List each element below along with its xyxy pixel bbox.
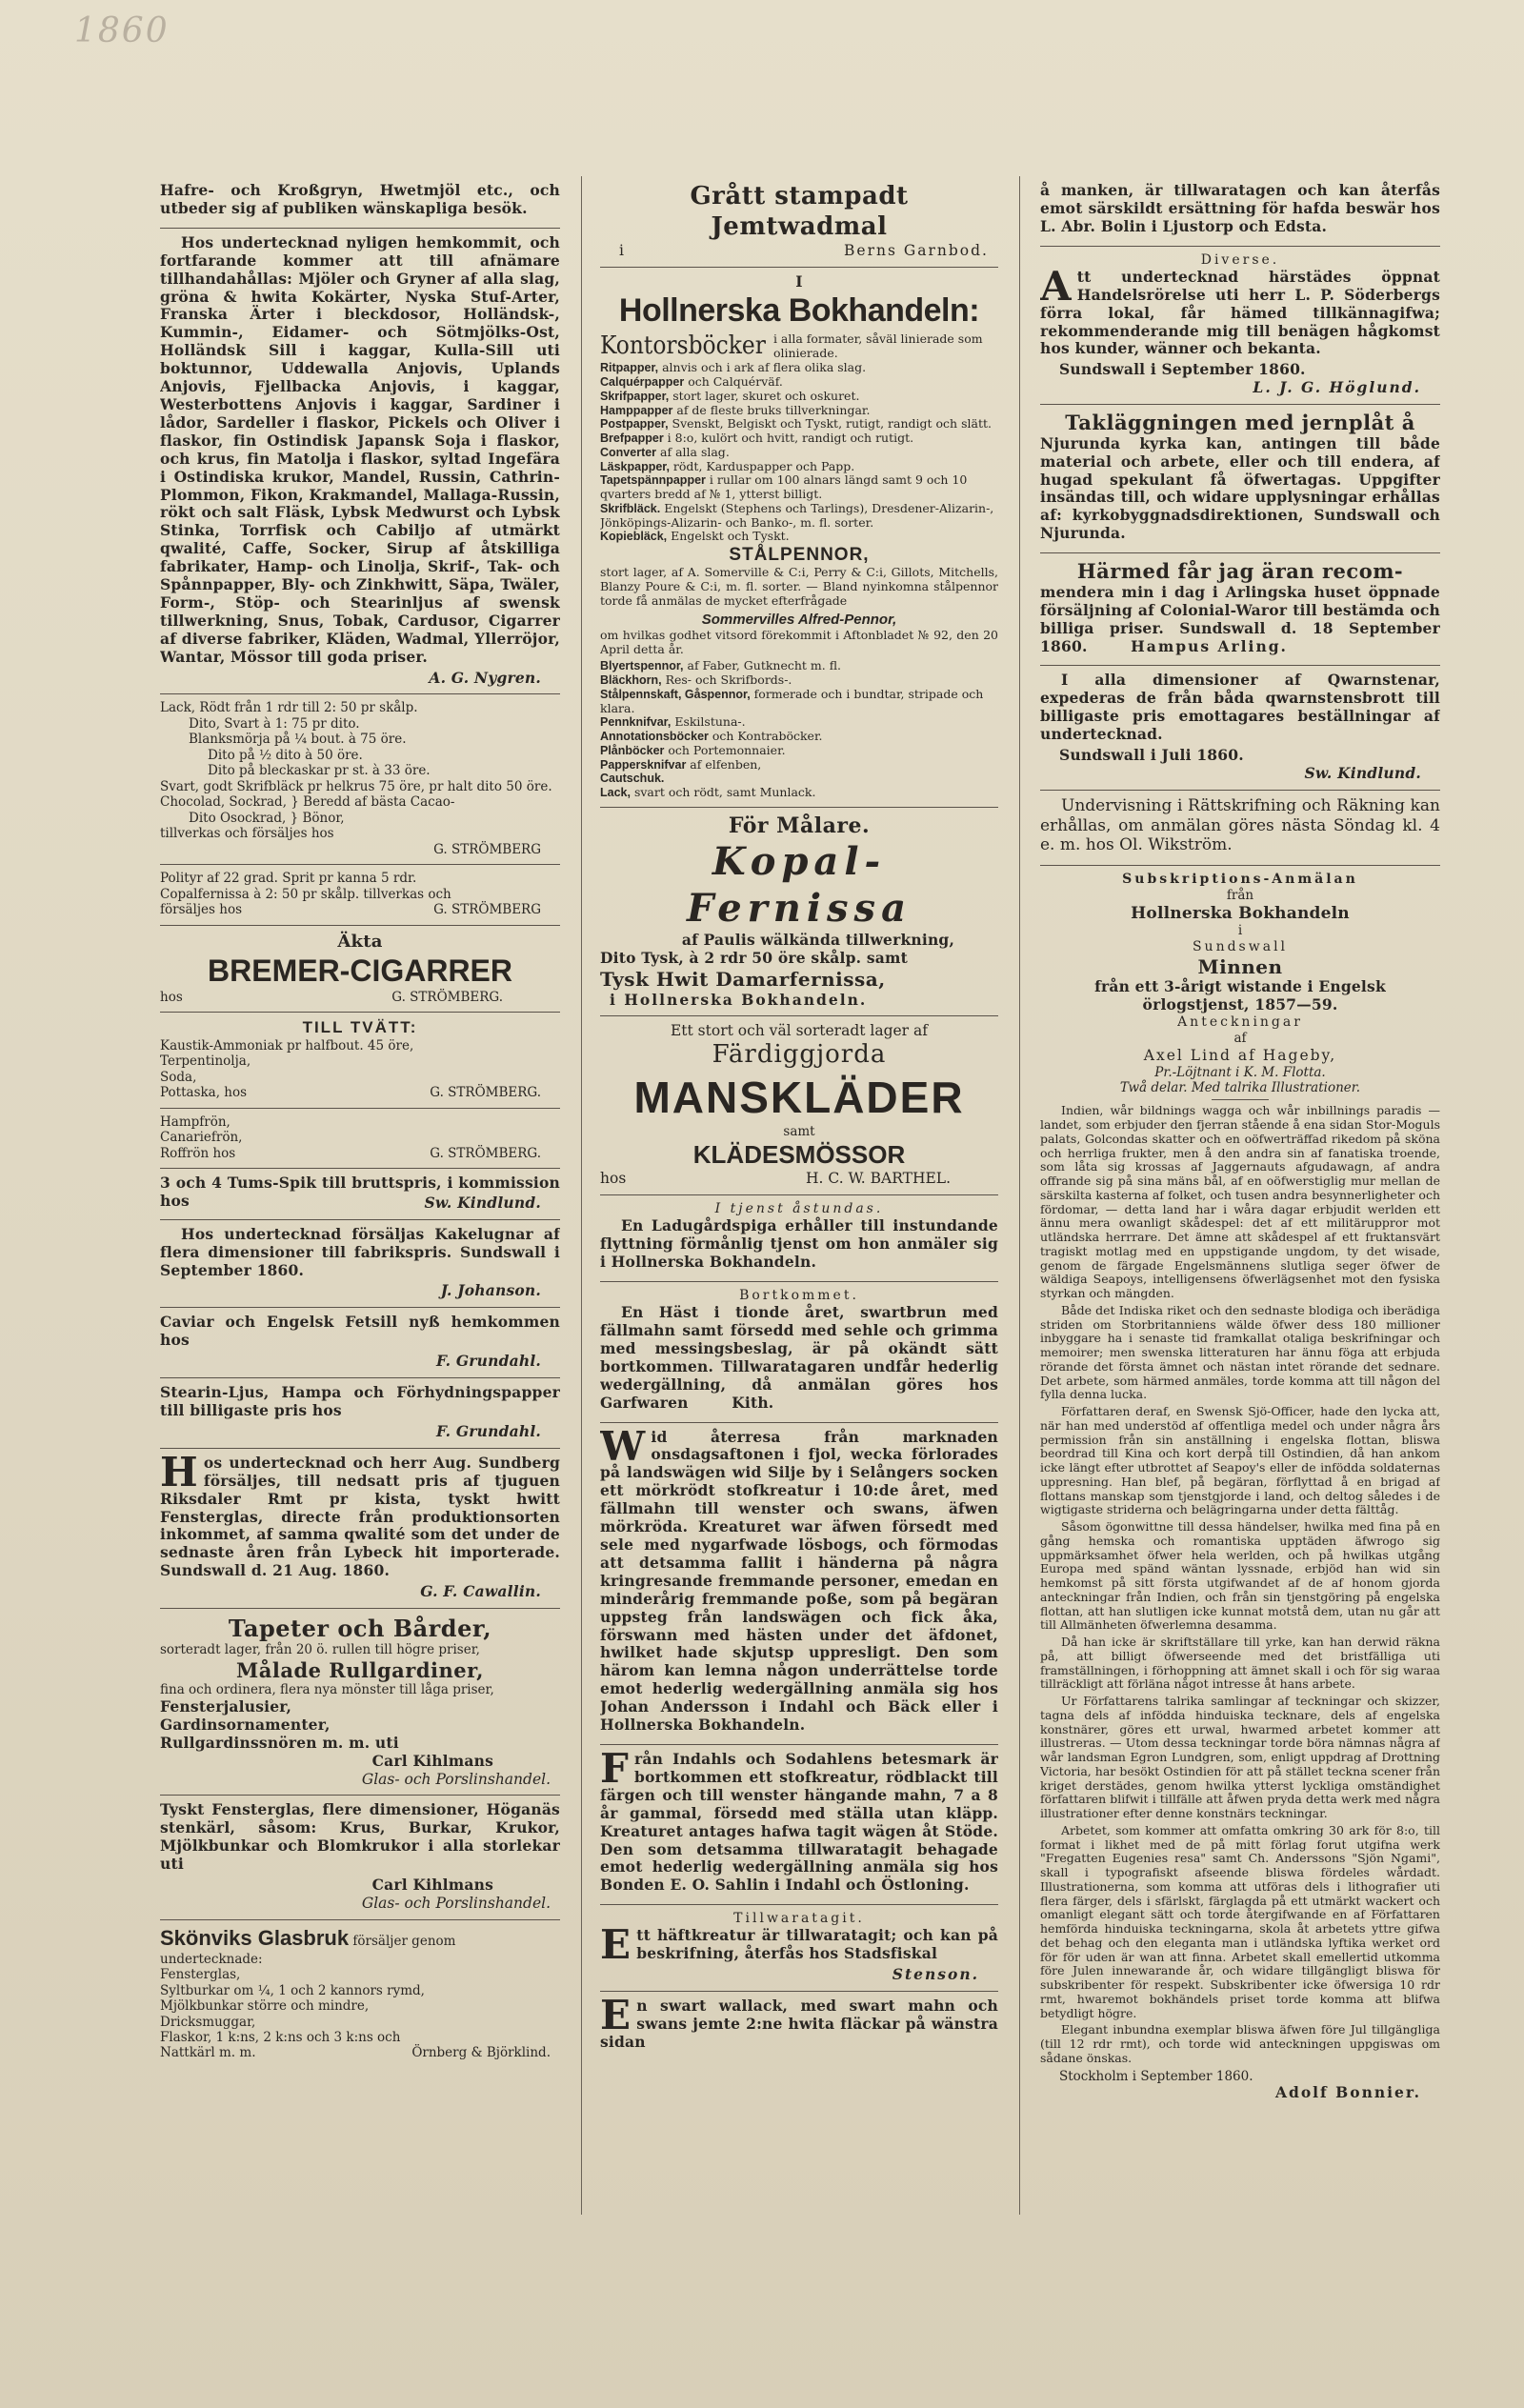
ad-heading: Bortkommet. [739, 1288, 859, 1304]
product-line [600, 390, 998, 404]
ad-subtitle: från ett 3-årigt wistande i Engelsk örlogstjenst, 1857—59. [1094, 977, 1386, 1014]
product-name: Blyertspennor, [600, 659, 684, 673]
ad-text: n swart wallack, med swart mahn och swans jemte 2:ne hwita fläckar på wänstra sidan [600, 1997, 998, 2051]
ad-signature: G. STRÖMBERG. [430, 1085, 541, 1101]
ad-date: Stockholm i September 1860. [1059, 2068, 1253, 2084]
ad-line: Fensterjalusier, [160, 1696, 292, 1716]
product-desc: af elfenben, [686, 756, 762, 772]
ad-stearin [160, 1378, 560, 1449]
product-name: Annotationsböcker [600, 730, 709, 744]
ad-line: Dito på bleckaskar pr st. à 33 öre. [208, 763, 431, 779]
ad-line: Twå delar. Med talrika Illustrationer. [1119, 1080, 1361, 1096]
ad-headline: Kopal-Fernissa [687, 838, 912, 931]
product-name: Lack, [600, 786, 631, 800]
ad-kihlman-glas [160, 1796, 560, 1919]
ad-kakelugnar [160, 1220, 560, 1309]
ad-skonviks-glasbruk [160, 1920, 560, 2068]
product-name: Kopiebläck, [600, 530, 668, 544]
ad-line: Nattkärl m. m. [160, 2045, 256, 2061]
ad-line: Lack, Rödt från 1 rdr till 2: 50 pr skålp. [160, 700, 418, 716]
product-line [600, 417, 998, 431]
ad-text: tt häftkreatur är tillwaratagit; och kan på beskrifning, återfås hos Stadsfiskal [636, 1926, 998, 1963]
product-line [600, 502, 998, 531]
product-line [600, 460, 998, 474]
ad-signature: Kith. [732, 1393, 774, 1412]
ad-signature: Stenson. [892, 1965, 979, 1984]
ad-signature: Carl Kihlmans [371, 1876, 493, 1895]
column-divider [1019, 176, 1020, 2215]
ad-signature: G. STRÖMBERG [433, 902, 541, 918]
ad-line: Terpentinolja, [160, 1054, 251, 1070]
product-desc: alnvis och i ark af flera olika slag. [658, 360, 867, 375]
product-name: Ritpapper, [600, 361, 659, 375]
product-line [600, 688, 998, 716]
ad-signature: G. STRÖMBERG. [391, 989, 503, 1005]
product-desc: Res- och Skrifbords-. [661, 672, 792, 688]
ad-line: i [619, 242, 624, 260]
ad-heading: Tillwaratagit. [733, 1911, 865, 1927]
ad-title: Takläggningen med jernplåt å [1065, 411, 1415, 435]
ad-text: Stearin-Ljus, Hampa och Förhydningspapper till billigaste pris hos [160, 1383, 560, 1419]
ad-text: id återresa från marknaden onsdagsaftonen i fjol, wecka förlorades på landswägen wid Silje by i Selångers socken ett mörkrödt stofkreatur i 10:de året, med fällmahn till wenster och swans, äfwen mörkröda. Kreaturet war äfwen försedt med sele med nygarfwade lösbogs, och förmodas att detsamma fallit i händerna på några kringresande fremmande personer, emedan en minderårig fremmande poße, som på begäran uppsteg från landswägen och fick åka, förswann med hästen under det äfdonet, hwilket hade skjutsp uppresligt. Den som härom kan lemna någon underrättelse torde emot hederlig wedergällning anmäla sig hos Johan Andersson i Indahl och Bäck eller i Hollnerska Bokhandeln. [600, 1427, 998, 1735]
product-line [600, 730, 998, 744]
ad-text: å manken, är tillwaratagen och kan återfås emot särskildt ersättning för hafda beswär hos L. Abr. Bolin i Ljustorp och Edsta. [1040, 181, 1440, 235]
ad-title: Härmed får jag äran recom- [1076, 559, 1404, 584]
ad-tapeter [160, 1609, 560, 1796]
product-name: Stålpennskaft, Gåspennor, [600, 687, 751, 701]
ad-heading: Subskriptions-Anmälan [1122, 872, 1358, 888]
drop-cap: E [600, 1921, 632, 1969]
ad-heading: I tjenst åstundas. [714, 1201, 884, 1217]
ad-text: os undertecknad och herr Aug. Sundberg försäljes, till nedsatt pris af tjuguen Riksdaler Rmt pr kista, tyskt hwitt Fensterglas, directe från produktionsorten inkommet, af samma qwalité som det under de sednaste åren från Lybeck hit importerade. Sundswall d. 21 Aug. 1860. [160, 1453, 560, 1580]
ad-text: rån Indahls och Sodahlens betesmark är bortkommen ett stofkreatur, rödblackt till färgen och till wenster hängande mahn, 7 a 8 år gammal, försedd med ställa utan kläpp. Kreaturet antages hafwa tagit wägen åt Stöde. Den som detsamma tillwaratagit behagade emot hederlig wedergällning anmäla sig hos Bonden E. O. Sahlin i Indahl och Östloning. [600, 1749, 998, 1895]
ad-headline: BREMER-CIGARRER [208, 953, 512, 988]
ad-signature: Carl Kihlmans [371, 1751, 493, 1770]
ad-bolin [1040, 176, 1440, 247]
margin-handwritten-note: 1860 [74, 11, 170, 50]
ad-subtitle: Målade Rullgardiner, [236, 1657, 484, 1682]
ad-manskläder [600, 1016, 998, 1195]
ad-signature: Adolf Bonnier. [1274, 2083, 1421, 2102]
ad-fensterglas-cawallin [160, 1449, 560, 1609]
ad-text: stort lager, af A. Somerville & C:i, Perry & C:i, Gillots, Mitchells, Blanzy Poure & C:i, m. fl. sorter. — Bland nyinkomna stålpennor torde få anmälas de mycket efterfrågade [600, 565, 998, 608]
ad-signature: Berns Garnbod. [844, 242, 989, 260]
ad-line: Dito Osockrad, } Bönor, [189, 810, 345, 826]
product-line [600, 375, 998, 390]
product-desc: af de fleste bruks tillverkningar. [672, 402, 871, 417]
ad-subtitle: Tysk Hwit Damarfernissa, [600, 968, 886, 992]
body-paragraph: Både det Indiska riket och den sednaste blodiga och iberädiga striden om Storbritanniens wälde öfwer dess 180 millioner inbyggare ha i senaste tid framkallat otaliga beskrifningar och memoirer; men swenska litteraturen har ännu föga att erbjuda rörande det första ämnet och nästan intet rörande det sednare. Det arbete, som härmed anmäles, torde komma att till någon del fylla denna lucka. [1040, 1302, 1440, 1402]
ad-signature: F. Grundahl. [435, 1352, 541, 1371]
ad-caviar [160, 1308, 560, 1378]
ad-signature: Glas- och Porslinshandel. [361, 1894, 551, 1912]
column-divider [581, 176, 582, 2215]
ad-body [1040, 1104, 1440, 2065]
body-paragraph: Ur Författarens talrika samlingar af teckningar och skizzer, tagna dels af infödda hinduiska tecknare, dels af engelska konstnärer, göres ett urwal, hwarmed arbetet kommer att illustreras. — Utom dessa teckningar torde böra nämnas några af wår landsman Egron Lundgren, som, enligt uppdrag af Drottning Victoria, har besökt Ostindien för att på stället teckna scener från kriget derstädes, genom hwilka ytterst lyckliga omständighet författaren blifwit i tillfälle att åfwen pryda detta werk med några illustrationer efter denne konstnärs teckningar. [1040, 1694, 1440, 1821]
ad-line: Svart, godt Skrifbläck pr helkrus 75 öre, pr halt dito 50 öre. [160, 778, 552, 794]
ad-title: Grått stampadt Jemtwadmal [690, 182, 909, 241]
column-middle [600, 176, 998, 2265]
ad-line: Fensterglas, [160, 1967, 241, 1983]
body-paragraph: Då han icke är skriftställare till yrke, kan han derwid räkna på, att billigt öfwerseende med det bristfälliga uti framställningen, i förhoppning att ämnet skall i och för sig waraa tillräckligt att förläna något intresse åt hans arbete. [1040, 1635, 1440, 1692]
ad-signature: Sw. Kindlund. [1304, 763, 1421, 782]
ad-line: Dricksmuggar, [160, 2014, 256, 2030]
drop-cap: F [600, 1744, 630, 1792]
ad-till-tvatt [160, 1013, 560, 1109]
ad-title: Tapeter och Bårder, [228, 1615, 492, 1643]
ad-wallack [600, 1992, 998, 2061]
ad-text: Hos undertecknad försäljas Kakelugnar af flera dimensioner till fabrikspris. Sundswall i September 1860. [160, 1224, 560, 1279]
product-name: Skrifpapper, [600, 389, 670, 403]
product-desc: Engelskt och Tyskt. [667, 529, 790, 544]
product-desc: Eskilstuna-. [671, 714, 746, 730]
product-name: Cautschuk. [600, 772, 665, 786]
product-desc: formerade och i bundtar, stripade och klara. [600, 686, 984, 715]
body-paragraph: Författaren deraf, en Swensk Sjö-Officer, hade den lycka att, när han med understöd af offentliga medel och under några års permission från sin anställning i engelska flottan, bliswa beordrad till Kina och kort derpå till Ostindien, då han ankom icke längt efter utbrottet af Seapoy's eller de infödda soldaternas uppresning. Han blef, på begäran, förflyttad å en brigad af flottans manskap som tjenstgjorde i land, och deltog således i de wigtigaste striderna och belägringarna under detta fälttåg. [1040, 1404, 1440, 1517]
ad-line: Copalfernissa à 2: 50 pr skålp. tillverkas och [160, 886, 451, 902]
ad-line: samt [783, 1124, 815, 1140]
ad-line: i [1237, 923, 1243, 939]
ad-text: mendera min i dag i Arlingska huset öppnade försäljning af Colonial-Waror till bestämda och billiga priser. Sundswall d. 18 September 1860. [1040, 582, 1440, 655]
ad-line: försäljer genom undertecknade: [160, 1933, 456, 1967]
short-rule [1212, 1099, 1269, 1100]
ad-line: Roffrön hos [160, 1145, 236, 1161]
body-paragraph: Såsom ögonwittne till dessa händelser, hwilka med fina på en gång hemska och romantiska upptäden äfwrogo sig uppmärksamhet öfwer hela werlden, och på hwilkas utgång Europa med spänd wäntan lyssnade, erbjöd han wid sin hemkomst på sitt första utgifwandet af de af honom gjorda anteckningar från Indien, och från sin tjenstgöring på engelska flottan, att han slutligen icke kunnat motstå dem, utan nu går att till Allmänheten öfwerlemna desamma. [1040, 1519, 1440, 1633]
product-line [600, 772, 998, 786]
ad-line: af [1233, 1031, 1247, 1047]
ad-text: Undervisning i Rättskrifning och Räkning kan erhållas, om anmälan göres nästa Söndag kl. 4 e. m. hos Ol. Wikström. [1040, 795, 1440, 855]
ad-line: Sundswall [1192, 938, 1289, 954]
product-desc: Engelskt (Stephens och Tarlings), Dresdener-Alizarin-, Jönköpings-Alizarin- och Banko-, m. fl. sorter. [600, 500, 994, 530]
ad-spik [160, 1169, 560, 1220]
ad-signature: J. Johanson. [440, 1281, 541, 1300]
ad-signature: A. G. Nygren. [429, 668, 541, 687]
ad-line: fina och ordinera, flera nya mönster till låga priser, [160, 1682, 494, 1698]
ad-line: i alla formater, såväl linierade som olinierade. [772, 331, 983, 360]
product-line [600, 673, 998, 688]
ad-text: om hvilkas godhet vitsord förekommit i Aftonbladet № 92, den 20 April detta år. [600, 627, 998, 656]
product-desc: och Portemonnaier. [664, 742, 786, 757]
product-line [600, 530, 998, 544]
drop-cap: A [1040, 262, 1072, 310]
ad-taklaggning [1040, 405, 1440, 553]
ad-stromberg-lack [160, 694, 560, 865]
product-list [600, 659, 998, 800]
product-name: Skrifbläck. [600, 501, 661, 515]
ad-mark: I [795, 272, 803, 291]
product-name: Calquérpapper [600, 375, 685, 390]
product-line [600, 744, 998, 758]
ad-line: Mjölkbunkar större och mindre, [160, 1998, 370, 2015]
ad-line: sorteradt lager, från 20 ö. rullen till högre priser, [160, 1642, 480, 1658]
product-desc: och Calquérväf. [684, 374, 783, 390]
ad-line: Dito, Svart à 1: 75 pr dito. [189, 715, 360, 732]
ad-title: För Målare. [728, 813, 871, 838]
ad-line: Chocolad, Sockrad, } Beredd af bästa Cacao- [160, 794, 455, 811]
drop-cap: E [600, 1992, 632, 2039]
ad-text: 3 och 4 Tums-Spik till bruttspris, i kommission hos [160, 1174, 560, 1210]
product-name: Hamppapper [600, 403, 673, 417]
drop-cap: W [600, 1422, 646, 1470]
ad-signature: Glas- och Porslinshandel. [361, 1770, 551, 1788]
ad-bremer-cigarrer [160, 926, 560, 1013]
ad-line: försäljes hos [160, 902, 243, 918]
ad-stromberg-polityr [160, 865, 560, 925]
product-line [600, 659, 998, 673]
ad-signature: G. STRÖMBERG. [430, 1145, 541, 1161]
column-right [1040, 176, 1440, 2265]
ad-date: Sundswall i Juli 1860. [1059, 746, 1244, 765]
ad-headline: KLÄDESMÖSSOR [692, 1139, 906, 1169]
ad-line: Syltburkar om ¼, 1 och 2 kannors rymd, [160, 1982, 425, 1998]
ad-line: Anteckningar [1177, 1014, 1303, 1031]
product-line [600, 758, 998, 773]
product-line [600, 431, 998, 446]
product-line [600, 786, 998, 800]
ad-for-malare [600, 808, 998, 1017]
ad-text: En Ladugårdspiga erhåller till instundande flyttning förmånlig tjenst om hon anmäler sig i Hollnerska Bokhandeln. [600, 1216, 998, 1272]
product-name: Converter [600, 445, 657, 459]
ad-heading: Diverse. [1200, 251, 1280, 268]
ad-text: Tyskt Fensterglas, flere dimensioner, Höganäs stenkärl, såsom: Krus, Burkar, Krukor, Mjölkbunkar och Blomkrukor i alla storlekar uti [160, 1800, 560, 1874]
ad-line: Hollnerska Bokhandeln [1131, 903, 1350, 923]
ad-hollnerska-bokhandeln [600, 268, 998, 808]
product-name: Pennknifvar, [600, 715, 672, 730]
product-name: Postpapper, [600, 417, 669, 431]
ad-line: Pr.-Löjtnant i K. M. Flotta. [1154, 1064, 1326, 1080]
ad-lost-horse-1 [600, 1423, 998, 1745]
ad-line: från [1226, 888, 1254, 904]
ad-subskription-minnen [1040, 866, 1440, 2109]
ad-subtitle: Kontorsböcker [600, 331, 766, 360]
product-list [600, 361, 998, 544]
ad-title: Minnen [1197, 954, 1283, 978]
ad-hoglund [1040, 247, 1440, 405]
ad-arling [1040, 553, 1440, 666]
ad-text: En Häst i tionde året, swartbrun med fällmahn samt försedd med sehle och grimma med messingsbeslag, är på okändt sätt bortkommen. Tillwaratagaren undfår hederlig wedergällning, då anmälan göres hos Garfwaren [600, 1303, 998, 1412]
product-desc: i 8:o, kulört och hvitt, randigt och rutigt. [663, 431, 914, 446]
ad-line: hos [600, 1170, 627, 1188]
ad-line: Canariefrön, [160, 1130, 243, 1146]
ad-line: Dito Tysk, à 2 rdr 50 öre skålp. samt [600, 949, 908, 968]
body-paragraph: Indien, wår bildnings wagga och wår inbillnings paradis — landet, som erbjuder den fjerran stående å ena sidan Stor-Moguls palats, Golcondas skatter och en oöfwerträffad rikedom på sköna och herrliga frukter, men å den andra sin af fanatiska troende, som låta sig krossas af Jaggernauts afgudawagn, af andra offrande sig på sina mäns bål, af en oöfwerstiglig mur mellan de särskilta kasterna af folket, och tusen andra besynnerligheter och fördomar, — detta land har i wåra dagar erbjudit werlden ett ännu mera owanligt skådespel: det af ett militäruppror mot utländska herrrare. Det ämne att skådespel af ett fruktansvärt tragiskt motlag med en uppstigande ungdom, ty det wisade, genom de färgade Engelsmännens slutliga seger öfwer de wäldiga Seapoys, intelligensens öfwerlägsenhet mot den fysiska styrkan och mängden. [1040, 1103, 1440, 1301]
ad-line: Kaustik-Ammoniak pr halfbout. 45 öre, [160, 1037, 414, 1054]
ad-line: af Paulis wälkända tillwerkning, [681, 931, 955, 950]
product-desc: af Faber, Gutknecht m. fl. [683, 658, 842, 673]
ad-line: i Hollnerska Bokhandeln. [610, 990, 868, 1009]
ad-date: Sundswall i September 1860. [1059, 360, 1306, 379]
ad-text: Njurunda kyrka kan, antingen till både material och arbete, eller och till endera, af hugad spekulant få öfwertagas. Uppgifter insändas till, och widare upplysningar erhållas af: kyrkobyggnadsdirektionen, Sundswall och Njurunda. [1040, 433, 1440, 543]
ad-text: Caviar och Engelsk Fetsill nyß hemkommen hos [160, 1313, 560, 1350]
product-line [600, 446, 998, 460]
product-line [600, 715, 998, 730]
ad-subtitle: STÅLPENNOR, [729, 545, 870, 566]
product-name: Läskpapper, [600, 459, 670, 473]
ad-subtitle: Färdiggjorda [712, 1040, 887, 1070]
product-name: Bläckhorn, [600, 673, 662, 688]
ad-line: Soda, [160, 1069, 197, 1085]
ad-seeds [160, 1109, 560, 1169]
ad-line: hos [160, 989, 183, 1005]
body-paragraph: Arbetet, som kommer att omfatta omkring 30 ark för 8:o, till format i likhet med de på mitt förlag forut utgifna werk "Fregatten Eugenies resa" samt Ch. Anderssons "Sjön Ngami", skall i typografiskt afseende bliswa fördeles wårdadt. Illustrationerna, som komma att utföras dels i lithografier uti flera färger, dels i sfärlskt, färglagda på ett utmärkt wackert och omanligt elegant sätt och torde återgifwande en af Författaren hemförda hinduiska teckningarna, skola åt arbetets yttre gifwa det behag och den eleganta man i utländska lyftika werket ord för för uden är wan att finna. Arbetet skall emellertid utkomma före Julen innewarande år, och widare tillgängligt bliswa för subskribenter för respekt. Subskribenter icke öfwersiga 10 rdr rmt, hwaremot bokhändels priset torde komma att blifwa betydligt högre. [1040, 1822, 1440, 2020]
ad-nygren-groceries [160, 229, 560, 695]
ad-line: tillverkas och försäljes hos [160, 826, 334, 842]
ad-signature: Örnberg & Björklind. [411, 2045, 551, 2061]
ad-line: Ett stort och väl sorteradt lager af [670, 1022, 929, 1040]
ad-title: TILL TVÄTT: [302, 1018, 418, 1037]
ad-line: Gardinsornamenter, [160, 1715, 331, 1734]
product-name: Plånböcker [600, 743, 665, 757]
product-name: Pappersknifvar [600, 757, 687, 772]
ad-line: Pottaska, hos [160, 1085, 248, 1101]
ad-line: Rullgardinssnören m. m. uti [160, 1733, 399, 1752]
ad-signature: G. STRÖMBERG [433, 841, 541, 857]
product-desc: och Kontraböcker. [708, 729, 823, 744]
drop-cap: H [160, 1448, 198, 1495]
ad-signature: F. Grundahl. [435, 1421, 541, 1440]
product-name: Brefpapper [600, 431, 664, 446]
ad-line: Blanksmörja på ¼ bout. à 75 öre. [189, 732, 407, 748]
ad-line: Polityr af 22 grad. Sprit pr kanna 5 rdr. [160, 871, 417, 887]
ad-text: I alla dimensioner af Qwarnstenar, expederas de från båda qwarnstensbrott till billigaste pris emottagares beställningar af undertecknad. [1040, 671, 1440, 744]
ad-grains [160, 176, 560, 229]
ad-text: Hos undertecknad nyligen hemkommit, och fortfarande kommer att till afnämare tillhandahållas: Mjöler och Gryner af alla slag, gröna & hwita Kokärter, Nyska Stuf-Arter, Franska Ärter i bleckdosor, Holländsk-, Kummin-, Eidamer- och Sötmjölks-Ost, Holländsk Sill i kaggar, Kulla-Sill uti boktunnor, Uddewalla Anjovis, Uplands Anjovis, Fjellbacka Anjovis, i kaggar, Westerbottens Anjovis i kaggar, Sardiner i lådor, Sardeller i flaskor, Pickels och Oliver i flaskor, fin Ostindisk Japansk Soja i flaskor, och krus, fin Matolja i flaskor, syltad Ingefära i Ostindiska krukor, Mandel, Russin, Cathrin-Plommon, Fikon, Krakmandel, Mallaga-Russin, rökt och salt Fläsk, Lybsk Medwurst och Lybsk Stinka, Torrfisk och Cabiljo af utmärkt qwalité, Caffe, Socker, Sirup af åtskilliga fabrikater, Hamp- och Linolja, Skrif-, Tak- och Spånnpapper, Bly- och Zinkhwitt, Säpa, Twäler, Form-, Stöp- och Stearinljus af swensk tillwerkning, Snus, Tobak, Cardusor, Cigarrer af diverse fabriker, Kläden, Wadmal, Yllerröjor, Wantar, Mössor till goda priser. [160, 232, 560, 666]
product-line [600, 361, 998, 375]
ad-title: Skönviks Glasbruk [160, 1925, 350, 1950]
ad-tillwaratagit [600, 1905, 998, 1992]
ad-qwarnstenar [1040, 666, 1440, 790]
product-line [600, 473, 998, 502]
ad-text: Hafre- och Kroßgryn, Hwetmjöl etc., och utbeder sig af publiken wänskapliga besök. [160, 181, 560, 217]
ad-bortkommet [600, 1282, 998, 1423]
ad-signature: L. J. G. Höglund. [1253, 378, 1421, 397]
body-paragraph: Elegant inbundna exemplar bliswa äfwen före Jul tillgängliga (till 12 rdr rmt), och torde wid anteckningen uppgiswas om sådane önskas. [1040, 2022, 1440, 2065]
ad-i-tjenst [600, 1195, 998, 1282]
ad-undervisning [1040, 791, 1440, 866]
ad-signature: Hampus Arling. [1131, 636, 1288, 655]
ad-text: tt undertecknad härstädes öppnat Handelsrörelse uti herr L. P. Söderbergs förra lokal, får hämed tillkännagifwa; rekommenderande mig till benägen hågkomst hos kunder, wänner och bekanta. [1040, 267, 1440, 358]
product-desc: rödt, Karduspapper och Papp. [669, 458, 855, 473]
ad-headline: MANSKLÄDER [633, 1073, 965, 1123]
ad-line: Dito på ½ dito à 50 öre. [208, 747, 363, 763]
product-desc: i rullar om 100 alnars längd samt 9 och 10 qvarters bredd af № 1, ytterst billigt. [600, 472, 968, 502]
product-desc: af alla slag. [656, 444, 730, 459]
product-line [600, 404, 998, 418]
ad-signature: G. F. Cawallin. [420, 1582, 541, 1601]
column-left [160, 176, 560, 2265]
product-desc: stort lager, skuret och oskuret. [669, 388, 860, 403]
ad-line: Hampfrön, [160, 1114, 231, 1130]
ad-title: Äkta [337, 931, 383, 952]
ad-line: Axel Lind af Hageby, [1143, 1046, 1337, 1064]
ad-signature: H. C. W. BARTHEL. [806, 1170, 951, 1188]
ad-lost-horse-2 [600, 1745, 998, 1905]
product-name: Tapetspännpapper [600, 473, 706, 488]
ad-signature: Sw. Kindlund. [424, 1193, 541, 1212]
ad-line: Flaskor, 1 k:ns, 2 k:ns och 3 k:ns och [160, 2030, 401, 2046]
ad-jemtwadmal [600, 176, 998, 268]
ad-subtitle: Sommervilles Alfred-Pennor, [701, 611, 897, 628]
product-desc: svart och rödt, samt Munlack. [630, 785, 816, 800]
product-desc: Svenskt, Belgiskt och Tyskt, rutigt, randigt och slätt. [668, 416, 992, 431]
ad-title: Hollnerska Bokhandeln: [618, 292, 980, 330]
